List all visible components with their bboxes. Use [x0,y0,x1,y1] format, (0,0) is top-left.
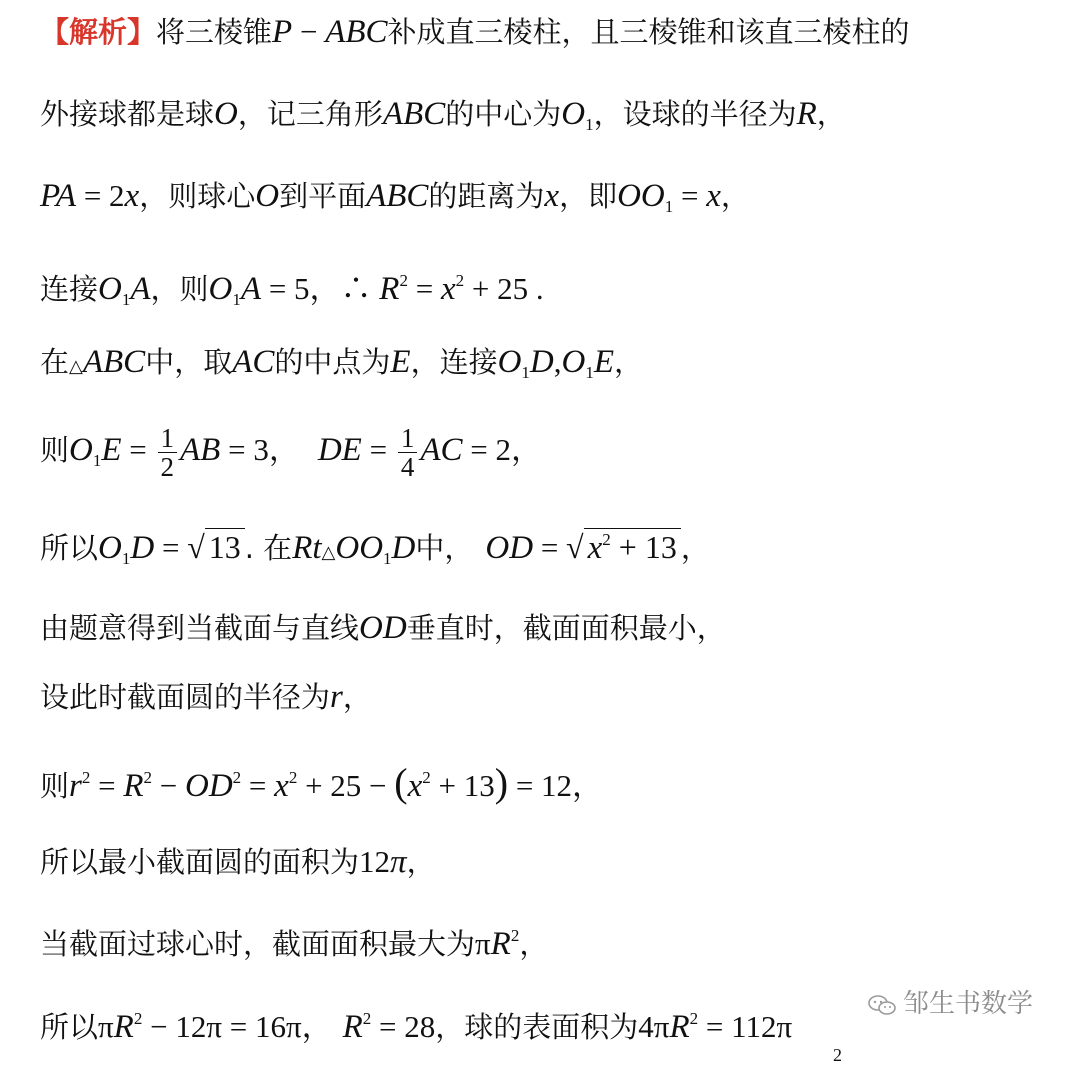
line-6: 则$O_1E$ = $\frac{1}{2}$ AB = 3， DE = $\frac{1}{4}$ AC = 2， [40,422,542,482]
line-11: 所以最小截面圆的面积为12π， [40,844,436,880]
line-9: 设此时截面圆的半径为r， [40,679,372,715]
sqrt-13: √ 13 [187,528,245,565]
sqrt-x2-plus-13: √ $x^2 + 13$ [566,528,681,565]
fraction-one-half: $\frac{1}{2}$ [158,424,178,481]
line-12: 当截面过球心时，截面面积最大为$\pi R^2$， [40,926,549,962]
wechat-icon [867,994,897,1016]
analysis-label: 【解析】 [40,15,157,49]
fraction-one-quarter: $\frac{1}{4}$ [398,424,418,481]
watermark-text: 邹生书数学 [902,989,1033,1019]
line-7: 所以$O_1D$ = √ 13 . 在$Rt\triangle OO_1D$中， OD = √ $x^2 + 13$ ， [40,529,710,568]
line-13: 所以$\pi R^2 - 12\pi = 16\pi$， $R^2 = 28$，球的表面积为$4\pi R^2 = 112\pi$ [40,1009,793,1045]
line-8: 由题意得到当截面与直线OD垂直时，截面面积最小， [40,610,726,646]
line-3: PA = 2x，则球心O到平面ABC的距离为x，即$OO_1 = x$， [40,178,750,216]
line-5: 在△ABC中，取AC的中点为E，连接$O_1D,O_1E$， [40,344,644,382]
line-10: 则$r^2 = R^2 - OD^2 = x^2 + 25 - (x^2 + 13) = 12$， [40,760,604,805]
watermark [863,981,1037,1022]
line-1: 【解析】将三棱锥P − ABC补成直三棱柱，且三棱锥和该直三棱柱的 [40,14,910,50]
line-2: 外接球都是球O，记三角形ABC的中心为$O_1$，设球的半径为R， [40,96,846,134]
stray-superscript: 2 [833,1045,842,1065]
line-4: 连接$O_1A$，则$O_1A = 5$，∴ $R^2 = x^2 + 25$ . [40,271,544,309]
